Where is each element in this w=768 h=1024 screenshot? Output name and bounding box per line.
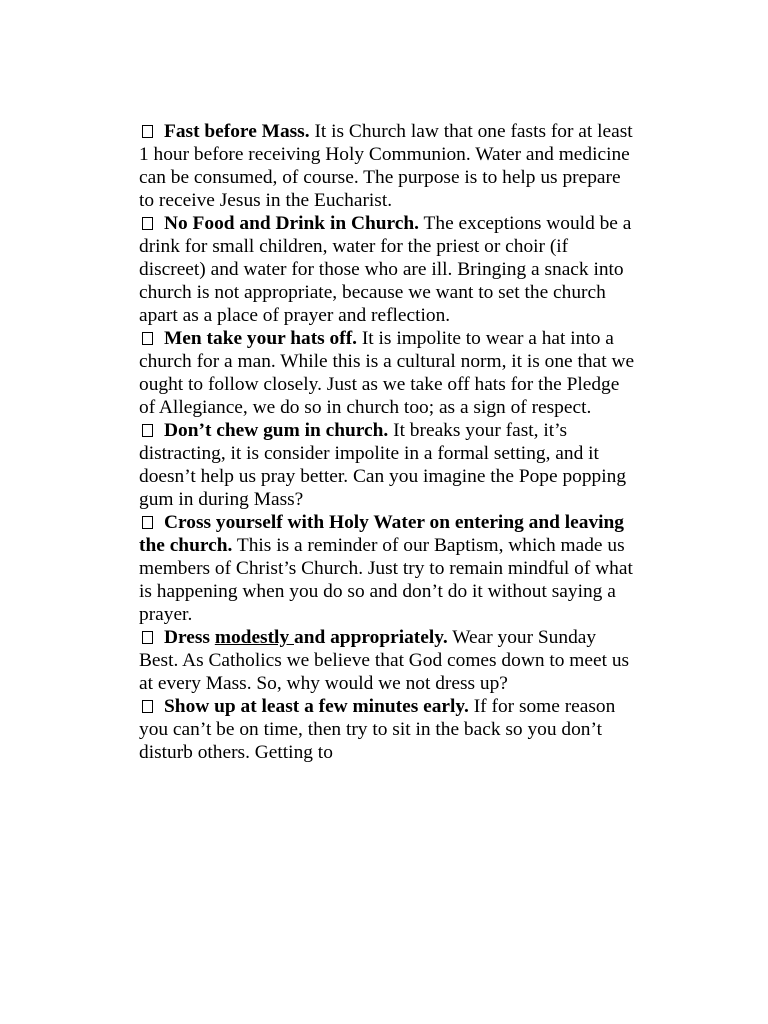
list-item bbox=[139, 212, 639, 327]
item-heading: Men take your hats off. bbox=[164, 328, 357, 349]
item-body: This is a reminder of our Baptism, which made us members of Christ’s Church. Just try to remain mindful of what is happening when you do so and don’t do it without saying a prayer. bbox=[139, 535, 633, 625]
item-heading-pre: Dress bbox=[164, 627, 215, 648]
item-heading: Show up at least a few minutes early. bbox=[164, 696, 469, 717]
checkbox-icon bbox=[142, 125, 153, 138]
checkbox-icon bbox=[142, 700, 153, 713]
item-heading-post: and appropriately. bbox=[294, 627, 448, 648]
list-item bbox=[139, 120, 639, 212]
list-item bbox=[139, 419, 639, 511]
item-heading-underlined: modestly bbox=[214, 627, 294, 648]
item-heading: Cross yourself with Holy Water on entering and leaving the church. bbox=[139, 512, 625, 556]
item-heading bbox=[164, 627, 448, 648]
item-body: If for some reason you can’t be on time, then try to sit in the back so you don’t disturb others. Getting to bbox=[139, 696, 616, 763]
list-item bbox=[139, 626, 639, 695]
item-body: It is impolite to wear a hat into a church for a man. While this is a cultural norm, it is one that we ought to follow closely. Just as we take off hats for the Pledge of Allegiance, we do so in church too; as a sign of respect. bbox=[139, 328, 635, 418]
checkbox-icon bbox=[142, 424, 153, 437]
etiquette-list bbox=[139, 120, 639, 764]
list-item bbox=[139, 695, 639, 764]
checkbox-icon bbox=[142, 516, 153, 529]
item-heading: Fast before Mass. bbox=[164, 121, 310, 142]
item-heading: Don’t chew gum in church. bbox=[164, 420, 389, 441]
item-body: Wear your Sunday Best. As Catholics we believe that God comes down to meet us at every Mass. So, why would we not dress up? bbox=[139, 627, 630, 694]
list-item bbox=[139, 511, 639, 626]
item-heading: No Food and Drink in Church. bbox=[164, 213, 420, 234]
item-body: It breaks your fast, it’s distracting, it is consider impolite in a formal setting, and it doesn’t help us pray better. Can you imagine the Pope popping gum in during Mass? bbox=[139, 420, 627, 510]
checkbox-icon bbox=[142, 631, 153, 644]
checkbox-icon bbox=[142, 217, 153, 230]
item-body: It is Church law that one fasts for at least 1 hour before receiving Holy Communion. Water and medicine can be consumed, of course. The purpose is to help us prepare to receive Jesus in the Eucharist. bbox=[139, 121, 633, 211]
list-item bbox=[139, 327, 639, 419]
checkbox-icon bbox=[142, 332, 153, 345]
item-body: The exceptions would be a drink for small children, water for the priest or choir (if discreet) and water for those who are ill. Bringing a snack into church is not appropriate, because we want to set the church apart as a place of prayer and reflection. bbox=[139, 213, 632, 326]
